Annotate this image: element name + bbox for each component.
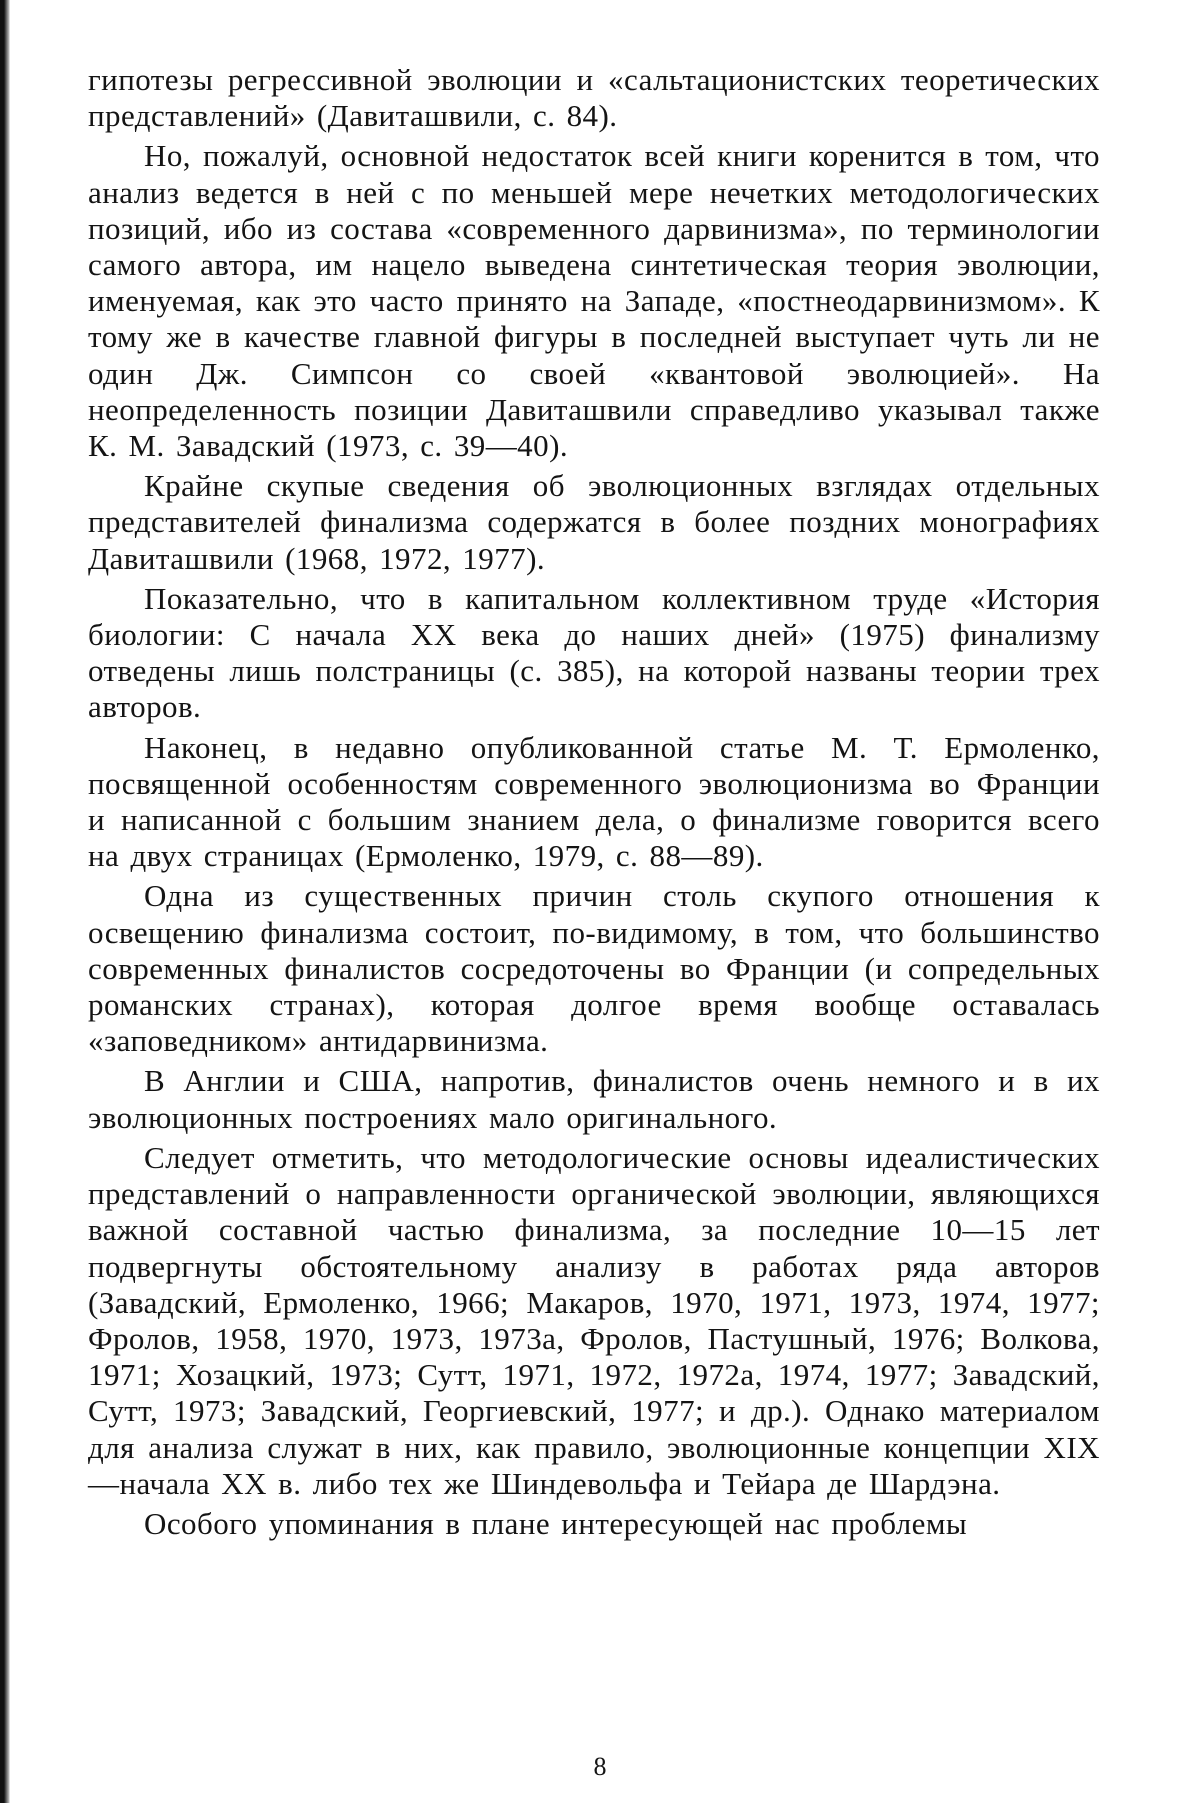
page-number: 8 [593,1752,607,1781]
paragraph: Крайне скупые сведения об эволюционных взглядах отдельных представителей финализма содержатся в более поздних монографиях Давиташвили (1968, 1972, 1977). [88,468,1100,576]
paragraph: В Англии и США, напротив, финалистов очень немного и в их эволюционных построениях мало оригинального. [88,1063,1100,1135]
paragraph: Одна из существенных причин столь скупого отношения к освещению финализма состоит, по-видимому, в том, что большинство современных финалистов сосредоточены во Франции (и сопредельных романских странах), которая долгое время вообще оставалась «заповедником» антидарвинизма. [88,878,1100,1059]
paragraph: гипотезы регрессивной эволюции и «сальтационистских теоретических представлений» (Давиташвили, с. 84). [88,62,1100,134]
paragraph: Но, пожалуй, основной недостаток всей книги коренится в том, что анализ ведется в ней с по меньшей мере нечетких методологических позиций, ибо из состава «современного дарвинизма», по терминологии самого автора, им нацело выведена синтетическая теория эволюции, именуемая, как это часто принято на Западе, «постнеодарвинизмом». К тому же в качестве главной фигуры в последней выступает чуть ли не один Дж. Симпсон со своей «квантовой эволюцией». На неопределенность позиции Давиташвили справедливо указывал также К. М. Завадский (1973, с. 39—40). [88,138,1100,464]
paragraph: Особого упоминания в плане интересующей нас проблемы [144,1505,968,1541]
paragraph: Показательно, что в капитальном коллективном труде «История биологии: С начала XX века до наших дней» (1975) финализму отведены лишь полстраницы (с. 385), на которой названы теории трех авторов. [88,580,1100,725]
paragraph: Наконец, в недавно опубликованной статье М. Т. Ермоленко, посвященной особенностям современного эволюционизма во Франции и написанной с большим знанием дела, о финализме говорится всего на двух страницах (Ермоленко, 1979, с. 88—89). [88,729,1100,874]
book-spine-shadow [0,0,10,1803]
paragraph: Следует отметить, что методологические основы идеалистических представлений о направленности органической эволюции, являющихся важной составной частью финализма, за последние 10—15 лет подвергнуты обстоятельному анализу в работах ряда авторов (Завадский, Ермоленко, 1966; Макаров, 1970, 1971, 1973, 1974, 1977; Фролов, 1958, 1970, 1973, 1973а, Фролов, Пастушный, 1976; Волкова, 1971; Хозацкий, 1973; Сутт, 1971, 1972, 1972а, 1974, 1977; Завадский, Сутт, 1973; Завадский, Георгиевский, 1977; и др.). Однако материалом для анализа служат в них, как правило, эволюционные концепции XIX—начала XX в. либо тех же Шиндевольфа и Тейара де Шардэна. [88,1139,1100,1501]
page-body [88,62,1100,1546]
